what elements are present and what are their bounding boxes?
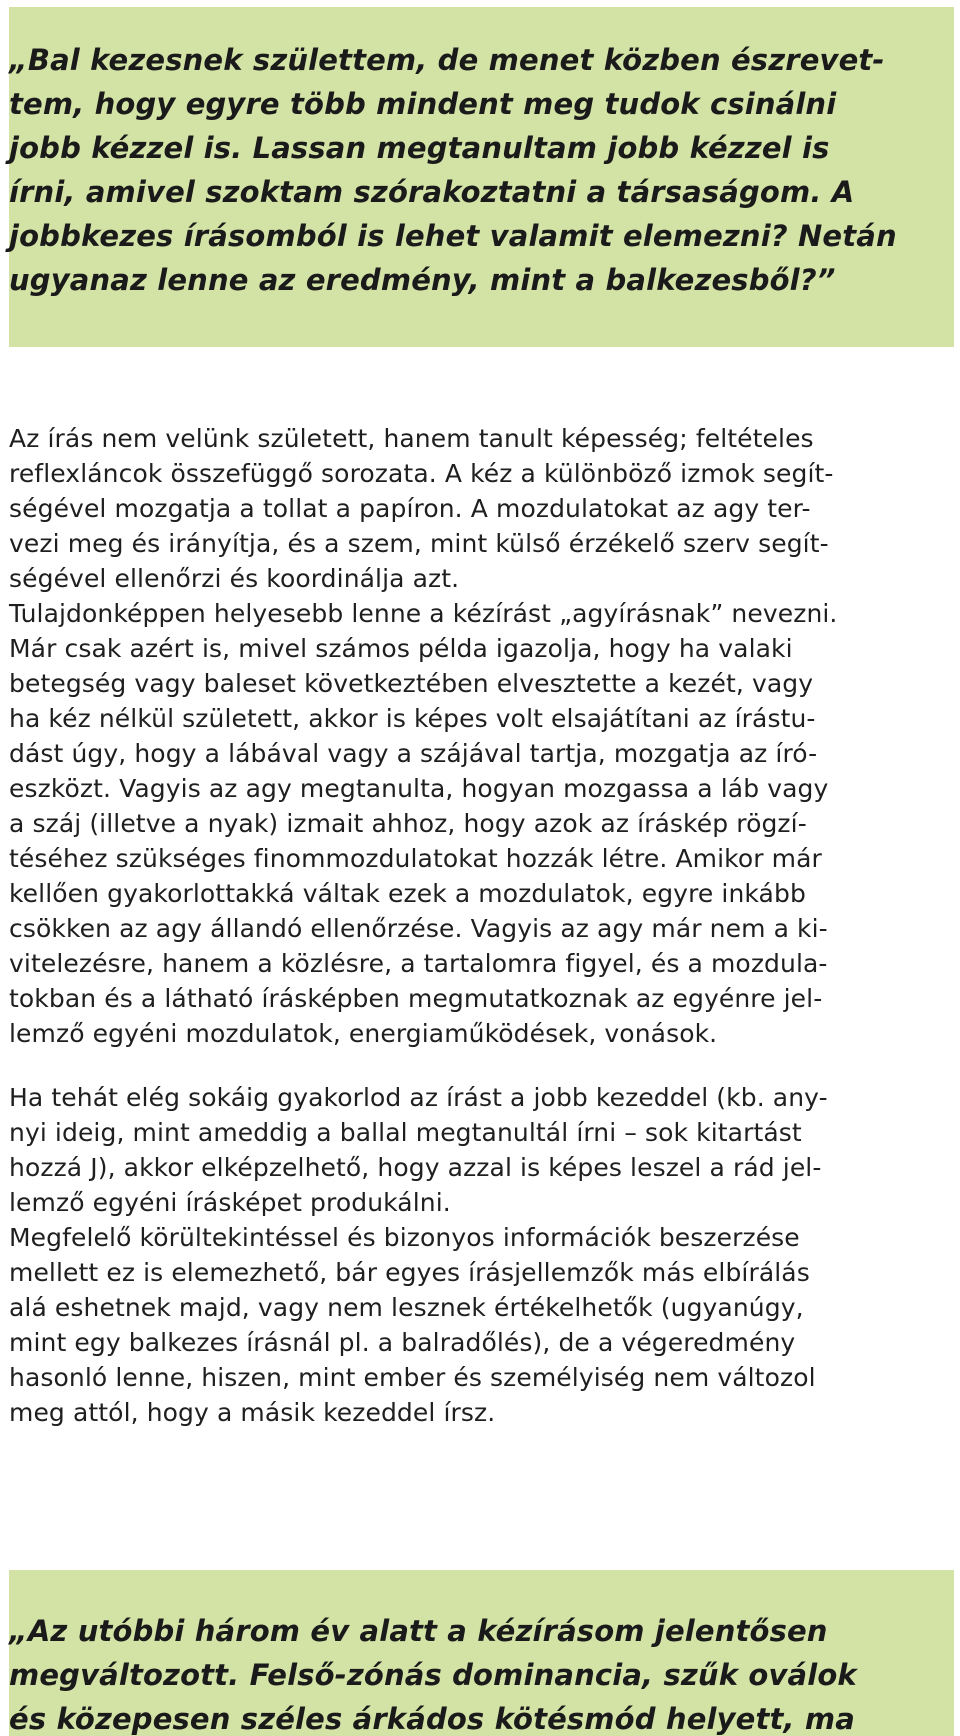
body-line: tokban és a látható írásképben megmutatkoznak az egyénre jel- xyxy=(9,984,823,1013)
body-line: ségével ellenőrzi és koordinálja azt. xyxy=(9,564,460,593)
body-line: Az írás nem velünk született, hanem tanult képesség; feltételes xyxy=(9,424,814,453)
body-line: Megfelelő körültekintéssel és bizonyos információk beszerzése xyxy=(9,1223,800,1252)
body-line: meg attól, hogy a másik kezeddel írsz. xyxy=(9,1398,496,1427)
quote-top-line: tem, hogy egyre több mindent meg tudok csinálni xyxy=(9,87,837,121)
body-line: hasonló lenne, hiszen, mint ember és személyiség nem változol xyxy=(9,1363,816,1392)
quote-bottom-line: és közepesen széles árkádos kötésmód helyett, ma xyxy=(9,1702,856,1736)
quote-top-line: ugyanaz lenne az eredmény, mint a balkezesből?” xyxy=(9,263,836,297)
quote-top-line: jobb kézzel is. Lassan megtanultam jobb kézzel is xyxy=(9,131,830,165)
body-line: alá eshetnek majd, vagy nem lesznek értékelhetők (ugyanúgy, xyxy=(9,1293,804,1322)
body-line: mellett ez is elemezhető, bár egyes írásjellemzők más elbírálás xyxy=(9,1258,810,1287)
body-line: vitelezésre, hanem a közlésre, a tartalomra figyel, és a mozdula- xyxy=(9,949,828,978)
body-line: a száj (illetve a nyak) izmait ahhoz, hogy azok az íráskép rögzí- xyxy=(9,809,807,838)
quote-top-line: „Bal kezesnek születtem, de menet közben észrevet- xyxy=(9,43,885,77)
body-line: ha kéz nélkül született, akkor is képes volt elsajátítani az írástu- xyxy=(9,704,816,733)
quote-top-line: jobbkezes írásomból is lehet valamit elemezni? Netán xyxy=(9,219,897,253)
body-line: eszközt. Vagyis az agy megtanulta, hogyan mozgassa a láb vagy xyxy=(9,774,829,803)
body-line: kellően gyakorlottakká váltak ezek a mozdulatok, egyre inkább xyxy=(9,879,806,908)
body-line: hozzá J), akkor elképzelhető, hogy azzal is képes leszel a rád jel- xyxy=(9,1153,822,1182)
body-section-2 xyxy=(9,0,954,1460)
body-line: mint egy balkezes írásnál pl. a balradőlés), de a végeredmény xyxy=(9,1328,796,1357)
body-line: betegség vagy baleset következtében elvesztette a kezét, vagy xyxy=(9,669,814,698)
body-line: lemző egyéni írásképet produkálni. xyxy=(9,1188,451,1217)
body-line: vezi meg és irányítja, és a szem, mint külső érzékelő szerv segít- xyxy=(9,529,829,558)
body-line: dást úgy, hogy a lábával vagy a szájával tartja, mozgatja az író- xyxy=(9,739,818,768)
body-line: csökken az agy állandó ellenőrzése. Vagyis az agy már nem a ki- xyxy=(9,914,828,943)
body-line: reflexláncok összefüggő sorozata. A kéz a különböző izmok segít- xyxy=(9,459,834,488)
body-line: Már csak azért is, mivel számos példa igazolja, hogy ha valaki xyxy=(9,634,793,663)
body-line: ségével mozgatja a tollat a papíron. A mozdulatokat az agy ter- xyxy=(9,494,811,523)
body-line: téséhez szükséges finommozdulatokat hozzák létre. Amikor már xyxy=(9,844,822,873)
body-line: Ha tehát elég sokáig gyakorlod az írást a jobb kezeddel (kb. any- xyxy=(9,1083,828,1112)
body-line: nyi ideig, mint ameddig a ballal megtanultál írni – sok kitartást xyxy=(9,1118,802,1147)
body-line: lemző egyéni mozdulatok, energiaműködések, vonások. xyxy=(9,1019,718,1048)
quote-bottom-line: megváltozott. Felső-zónás dominancia, szűk oválok xyxy=(9,1658,857,1692)
quote-bottom-line: „Az utóbbi három év alatt a kézírásom jelentősen xyxy=(9,1614,828,1648)
quote-top-line: írni, amivel szoktam szórakoztatni a társaságom. A xyxy=(9,175,855,209)
quote-box-bottom xyxy=(9,1570,954,1736)
body-line: Tulajdonképpen helyesebb lenne a kézírást „agyírásnak” nevezni. xyxy=(9,599,838,628)
